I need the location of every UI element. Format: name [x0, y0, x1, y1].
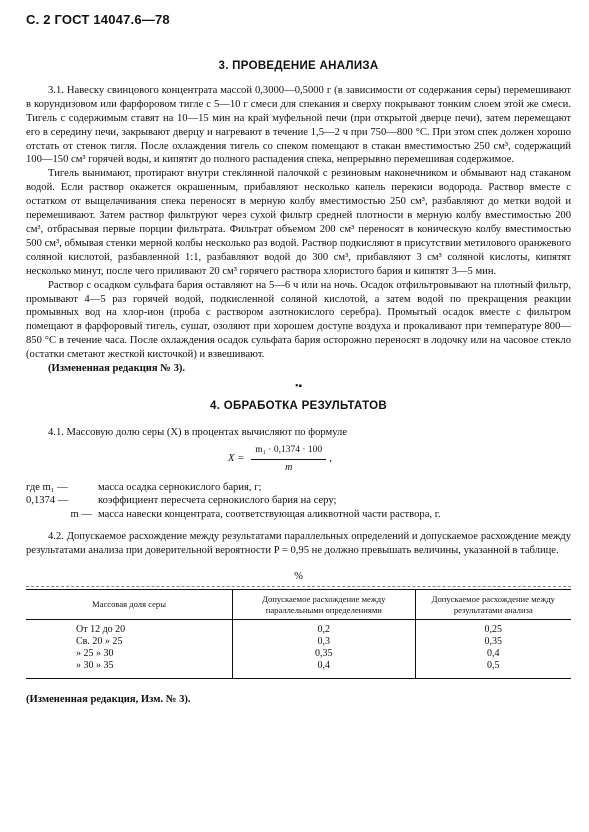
page-marker: •▪ [294, 380, 303, 392]
table-unit: % [294, 571, 303, 583]
table-header-cell: Допускаемое расхождение между параллельными определениями [233, 590, 416, 620]
table-header-row [26, 590, 571, 620]
formula-numerator: m₁ · 0,1374 · 100 [251, 444, 326, 460]
paragraph-4-1: 4.1. Массовую долю серы (X) в процентах вычисляют по формуле [48, 426, 348, 438]
formula-tail: , [329, 453, 332, 465]
table-header-cell: Допускаемое расхождение между результатами анализа [415, 590, 571, 620]
formula-denominator: m [285, 461, 293, 473]
table-cell: » 30 » 35 [26, 660, 233, 679]
table-cell: 0,4 [233, 660, 416, 679]
table-cell: 0,5 [415, 660, 571, 679]
table-row [26, 648, 571, 660]
section-4-title: 4. ОБРАБОТКА РЕЗУЛЬТАТОВ [210, 399, 387, 412]
paragraph-3-1-cont-1: Тигель вынимают, протирают внутри стеклянной палочкой с резиновым наконечником и обмывают над стаканом водой. Если раствор окажется окрашенным, прибавляют несколько капель перекиси водорода. Раствор вместе с остатком от выщелачивания спека переносят в мерную колбу вместимостью 250 см³, разбавляют до метки водой и перемешивают. Затем раствор фильтруют через сухой фильтр средней плотности в мерную колбу вместимостью 200 см³, отбрасывая первые порции фильтрата. Фильтрат объемом 200 см³ переносят в коническую колбу вместимостью 500 см³, обмывая стенки мерной колбы несколько раз водой. Раствор подкисляют в присутствии метилового оранжевого соляной кислотой, разбавленной 1:1, разбавляют водой до 300 см³, прибавляют 3 см³ соляной кислоты, кипятят несколько минут, после чего приливают 20 см³ горячего раствора хлористого бария и кипятят 3—5 мин. [26, 168, 571, 277]
table-row [26, 620, 571, 637]
table-row [26, 660, 571, 679]
table-header-cell: Массовая доля серы [26, 590, 233, 620]
table-cell: » 25 » 30 [76, 648, 114, 659]
table-cell: 0,2 [233, 620, 416, 637]
formula-legend [26, 481, 571, 523]
table-cell: От 12 до 20 [76, 624, 126, 635]
paragraph-3-1-cont-2: Раствор с осадком сульфата бария оставляют на 5—6 ч или на ночь. Осадок отфильтровывают на плотный фильтр, промывают 4—5 раз горячей водой, подкисленной соляной кислотой, а затем водой по прекращения реакции промывных вод на хлор-ион (проба с раствором азотнокислого серебра). Промытый осадок вместе с фильтром помещают в фарфоровый тигель, сушат, озоляют при хорошем доступе воздуха и прокаливают при температуре 800—850 °С в течение часа. После охлаждения осадок сульфата бария осторожно переносят в лодочку или на часовое стекло (остатки сметают жесткой кисточкой) и взвешивают. [26, 279, 571, 361]
page-header: С. 2 ГОСТ 14047.6—78 [26, 12, 170, 27]
table-row [26, 636, 571, 648]
document-body [26, 60, 571, 707]
formula-fraction [251, 444, 326, 475]
table-cell: 0,35 [233, 648, 416, 660]
formula-lhs: X = [228, 453, 245, 465]
table-top-rule [26, 586, 571, 587]
tolerance-table [26, 589, 571, 679]
legend-symbol: m — [70, 509, 92, 521]
legend-symbol: где m₁ — [26, 481, 68, 493]
legend-text: масса осадка сернокислого бария, г; [98, 481, 262, 493]
revision-note-4: (Измененная редакция, Изм. № 3). [26, 694, 191, 705]
formula [228, 444, 571, 475]
legend-text: масса навески концентрата, соответствующая аликвотной части раствора, г. [98, 509, 441, 521]
paragraph-3-1: 3.1. Навеску свинцового концентрата массой 0,3000—0,5000 г (в зависимости от содержания серы) перемешивают в корундизовом или фарфоровом тигле с 5—10 г смеси для спекания и сверху покрывают тонким слоем этой же смеси. Тигель с содержимым ставят на 10—15 мин на край муфельной печи (при открытой дверце печи), затем перемещают его в середину печи, закрывают дверцу и нагревают в течение 1,5—2 ч при 750—800 °С. При этом спек должен хорошо отстать от стенок тигля. После охлаждения тигель со спеком помещают в стакан вместимостью 250 см³, содержащий 100—150 см³ горячей воды, и кипятят до полного распадения спека, непрерывно перемешивая содержимое. [26, 84, 571, 166]
legend-text: коэффициент пересчета сернокислого бария на серу; [98, 495, 337, 507]
revision-note-3: (Измененная редакция № 3). [48, 363, 186, 375]
table-cell: 0,3 [233, 636, 416, 648]
section-3-title: 3. ПРОВЕДЕНИЕ АНАЛИЗА [218, 60, 379, 72]
table-cell: 0,4 [415, 648, 571, 660]
table-cell: 0,25 [415, 620, 571, 637]
legend-symbol: 0,1374 — [26, 495, 69, 507]
paragraph-4-2: 4.2. Допускаемое расхождение между результатами параллельных определений и допускаемое расхождение между результатами анализа при доверительной вероятности P = 0,95 не должно превышать величины, указанной в таблице. [26, 531, 571, 557]
table-cell: Св. 20 » 25 [76, 636, 123, 647]
table-cell: 0,35 [415, 636, 571, 648]
